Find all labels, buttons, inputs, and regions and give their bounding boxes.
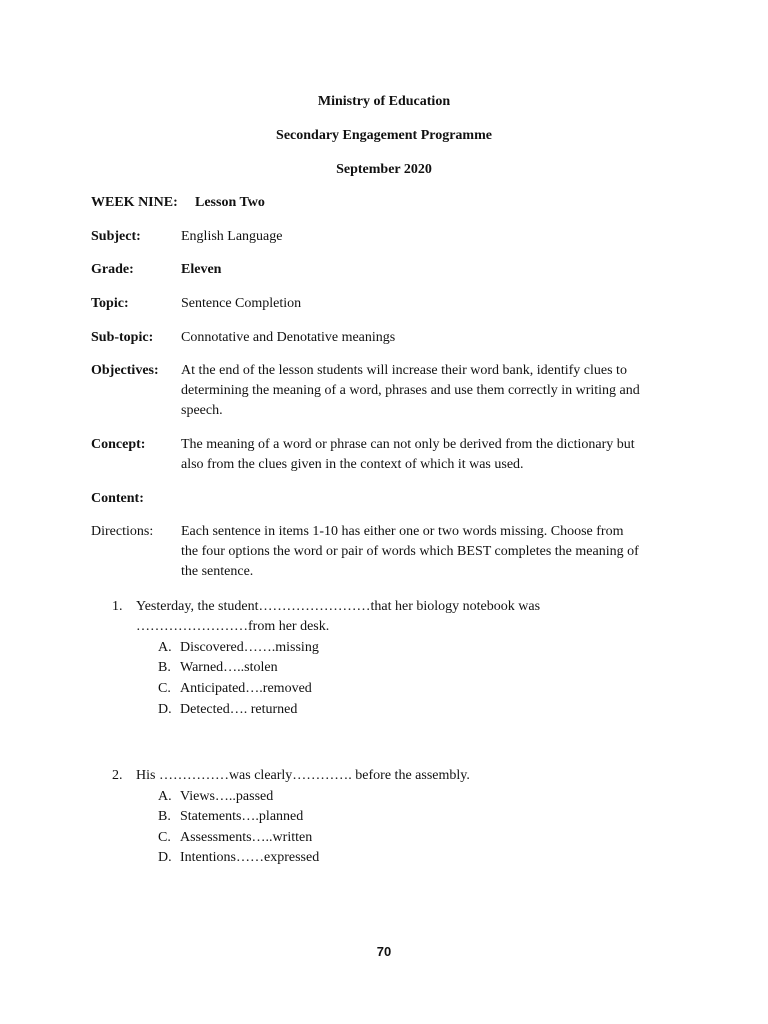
option-text: Assessments…..written	[180, 830, 313, 845]
question-text-line: Yesterday, the student……………………that her biology notebook was	[136, 599, 541, 614]
concept-line: also from the clues given in the context of which it was used.	[181, 457, 524, 472]
option-text: Discovered…….missing	[180, 640, 319, 655]
content-label: Content:	[91, 491, 144, 506]
option-text: Warned…..stolen	[180, 660, 278, 675]
question-number: 2.	[112, 768, 123, 783]
objectives-line: At the end of the lesson students will increase their word bank, identify clues to	[181, 363, 627, 378]
option-a	[158, 638, 319, 658]
option-c	[158, 679, 312, 699]
option-letter: B.	[158, 809, 171, 824]
topic-label: Topic:	[91, 296, 129, 311]
page-number: 70	[376, 944, 392, 959]
directions-line: Each sentence in items 1-10 has either one or two words missing. Choose from	[181, 524, 624, 539]
week-label: WEEK NINE:	[91, 195, 178, 210]
objectives-text	[181, 361, 691, 421]
option-letter: D.	[158, 850, 172, 865]
grade-label: Grade:	[91, 262, 134, 277]
subject-value: English Language	[181, 229, 283, 244]
option-letter: B.	[158, 660, 171, 675]
option-letter: A.	[158, 789, 172, 804]
question-number: 1.	[112, 599, 123, 614]
objectives-line: speech.	[181, 403, 223, 418]
concept-text	[181, 435, 691, 475]
subject-label: Subject:	[91, 229, 141, 244]
option-d	[158, 700, 297, 720]
programme-heading: Secondary Engagement Programme	[276, 128, 492, 143]
option-letter: C.	[158, 830, 171, 845]
concept-line: The meaning of a word or phrase can not only be derived from the dictionary but	[181, 437, 635, 452]
option-text: Intentions……expressed	[180, 850, 320, 865]
grade-value: Eleven	[181, 262, 222, 277]
concept-label: Concept:	[91, 437, 146, 452]
lesson-value: Lesson Two	[195, 195, 265, 210]
option-b	[158, 658, 278, 678]
option-text: Anticipated….removed	[180, 681, 312, 696]
option-a	[158, 787, 273, 807]
option-letter: C.	[158, 681, 171, 696]
question-text-line: ……………………from her desk.	[136, 619, 330, 634]
option-letter: A.	[158, 640, 172, 655]
option-b	[158, 807, 303, 827]
option-text: Statements….planned	[180, 809, 304, 824]
subtopic-value: Connotative and Denotative meanings	[181, 330, 396, 345]
directions-text	[181, 522, 691, 582]
date-heading: September 2020	[336, 162, 432, 177]
option-text: Views…..passed	[180, 789, 274, 804]
directions-label: Directions:	[91, 524, 154, 539]
ministry-heading: Ministry of Education	[317, 94, 451, 109]
directions-line: the four options the word or pair of words which BEST completes the meaning of	[181, 544, 639, 559]
subtopic-label: Sub-topic:	[91, 330, 154, 345]
objectives-line: determining the meaning of a word, phrases and use them correctly in writing and	[181, 383, 640, 398]
directions-line: the sentence.	[181, 564, 254, 579]
option-letter: D.	[158, 702, 172, 717]
option-c	[158, 828, 312, 848]
topic-value: Sentence Completion	[181, 296, 302, 311]
option-text: Detected…. returned	[180, 702, 298, 717]
option-d	[158, 848, 319, 868]
question-text-line: His ……………was clearly…………. before the assembly.	[136, 768, 470, 783]
objectives-label: Objectives:	[91, 363, 159, 378]
